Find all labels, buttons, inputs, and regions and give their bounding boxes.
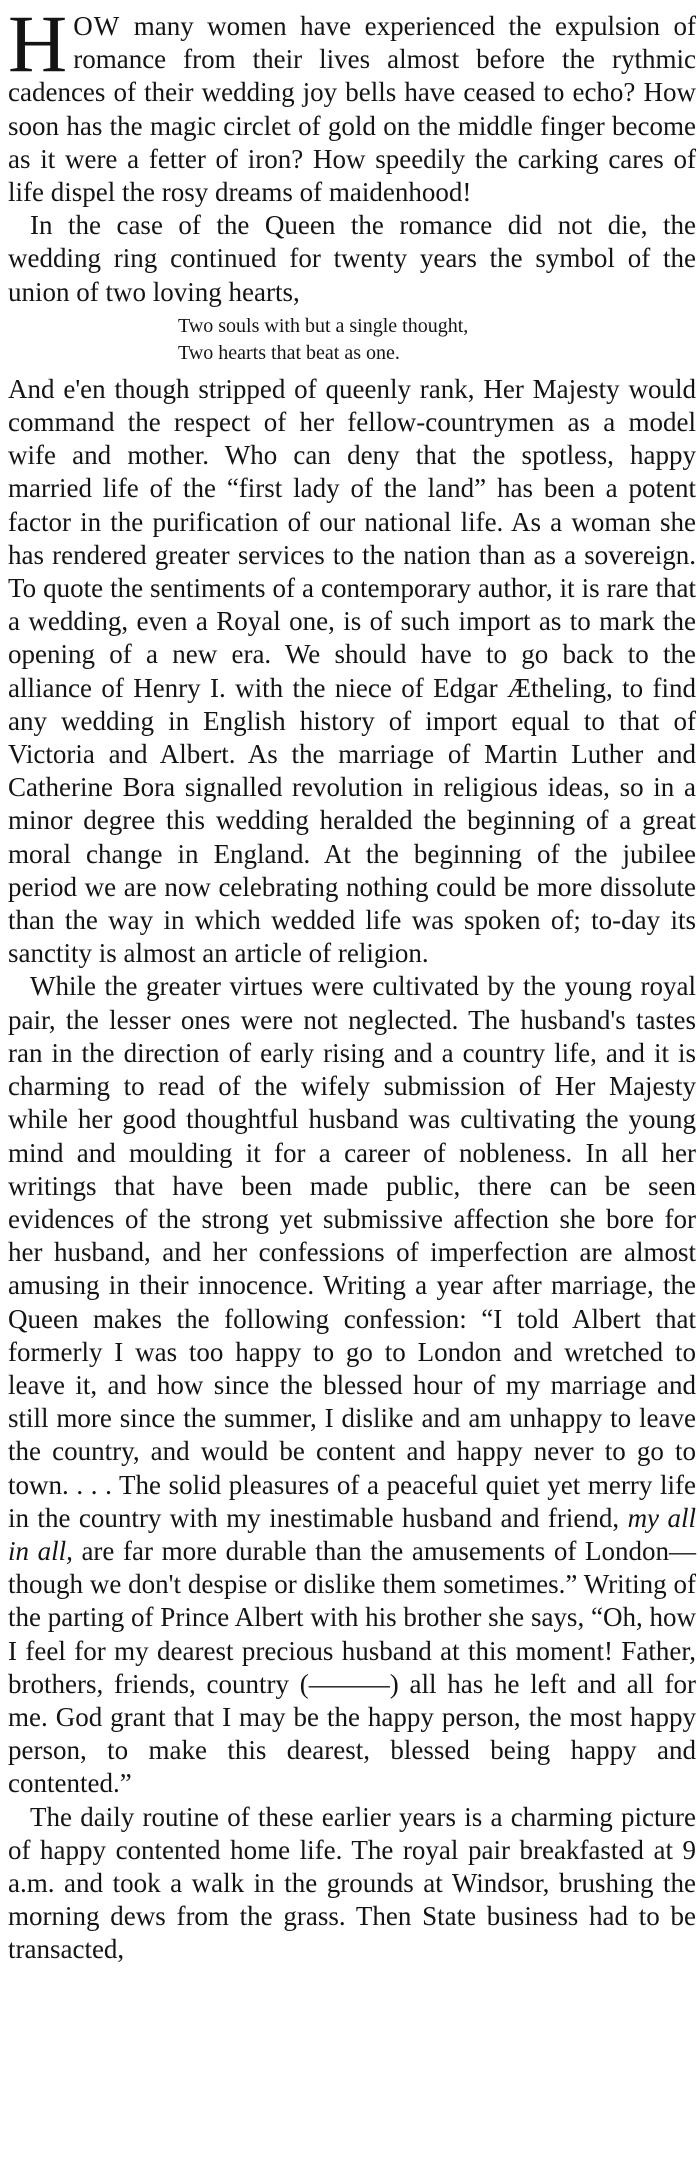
opening-paragraph: [8, 0, 696, 209]
lesser-virtues-paragraph: [8, 970, 696, 1800]
queen-romance-paragraph: [8, 209, 696, 309]
model-wife-text: And e'en though stripped of queenly rank, Her Majesty would command the respect of her fellow-countrymen as a model wife and mother. Who can deny that the spotless, happy married life of the “first lady of the land” has been a potent factor in the purification of our national life. As a woman she has rendered greater services to the nation than as a sovereign. To quote the sentiments of a contemporary author, it is rare that a wedding, even a Royal one, is of such import as to mark the opening of a new era. We should have to go back to the alliance of Henry I. with the niece of Edgar Ætheling, to find any wedding in English history of import equal to that of Victoria and Albert. As the marriage of Martin Luther and Catherine Bora signalled revolution in religious ideas, so in a minor degree this wedding heralded the beginning of a great moral change in England. At the beginning of the jubilee period we are now celebrating nothing could be more dissolute than the way in which wedded life was spoken of; to-day its sanctity is almost an article of religion.: [8, 373, 696, 969]
poem-line: Two hearts that beat as one.: [178, 341, 400, 364]
opening-small-caps: OW: [73, 11, 121, 41]
drop-cap: H: [8, 0, 68, 89]
poem-quote: [178, 313, 696, 367]
queen-romance-text: In the case of the Queen the romance did not die, the wedding ring continued for twenty years the symbol of the union of two loving hearts,: [8, 210, 696, 307]
daily-routine-paragraph: [8, 1801, 696, 1967]
daily-routine-text: The daily routine of these earlier years is a charming picture of happy contented home life. The royal pair breakfasted at 9 a.m. and took a walk in the grounds at Windsor, brushing the morning dews from the grass. Then State business had to be transacted,: [8, 1801, 696, 1965]
opening-paragraph-text: many women have experienced the expulsion of romance from their lives almost before the rythmic cadences of their wedding joy bells have ceased to echo? How soon has the magic circlet of gold on the middle finger become as it were a fetter of iron? How speedily the carking cares of life dispel the rosy dreams of maidenhood!: [8, 11, 696, 208]
lesser-virtues-text: While the greater virtues were cultivated by the young royal pair, the lesser ones were not neglected. The husband's tastes ran in the direction of early rising and a country life, and it is charming to read of the wifely submission of Her Majesty while her good thoughtful husband was cultivating the young mind and moulding it for a career of nobleness. In all her writings that have been made public, there can be seen evidences of the strong yet submissive affection she bore for her husband, and her confessions of imperfection are almost amusing in their innocence. Writing a year after marriage, the Queen makes the following confession: “I told Albert that formerly I was too happy to go to London and wretched to leave it, and how since the blessed hour of my marriage and still more since the summer, I dislike and am unhappy to leave the country, and would be content and happy never to go to town. . . . The solid pleasures of a peaceful quiet yet merry life in the country with my inestimable husband and friend,: [8, 971, 696, 1533]
italic-phrase: my all in all,: [8, 1502, 696, 1566]
lesser-virtues-text-continued: are far more durable than the amusements of London—though we don't despise or dislike them sometimes.” Writing of the parting of Prince Albert with his brother she says, “Oh, how I feel for my dearest precious husband at this moment! Father, brothers, friends, country (———) all has he left and all for me. God grant that I may be the happy person, the most happy person, to make this dearest, blessed being happy and contented.”: [8, 1535, 696, 1799]
poem-line: Two souls with but a single thought,: [178, 314, 469, 337]
model-wife-paragraph: [8, 373, 696, 971]
